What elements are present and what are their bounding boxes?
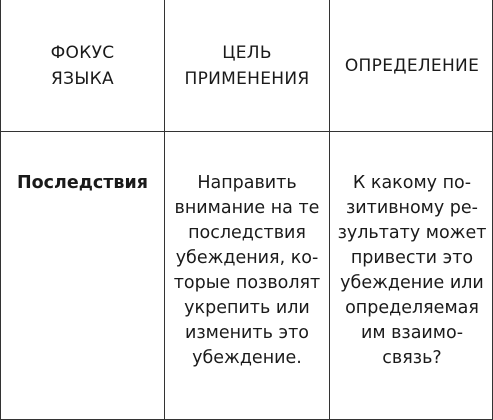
header-application-goal xyxy=(165,0,329,131)
cell-purpose xyxy=(165,131,329,420)
cell-focus xyxy=(1,131,164,420)
cell-definition-text: К какому по- зитивному ре- зультату может привести это убеждение или определяемая им взаимо- связь? xyxy=(337,173,487,368)
cell-definition xyxy=(330,131,493,420)
cell-purpose-text: Направить внимание на те последствия убеждения, ко- торые позволят укрепить или изменить это убеждение. xyxy=(173,173,321,368)
header-application-goal-text: ЦЕЛЬ ПРИМЕНЕНИЯ xyxy=(184,42,310,89)
header-definition-text: ОПРЕДЕЛЕНИЕ xyxy=(344,55,480,76)
header-language-focus xyxy=(1,0,164,131)
header-definition xyxy=(330,0,493,131)
header-language-focus-text: ФОКУС ЯЗЫКА xyxy=(50,42,115,89)
cell-focus-text: Последствия xyxy=(17,173,148,193)
